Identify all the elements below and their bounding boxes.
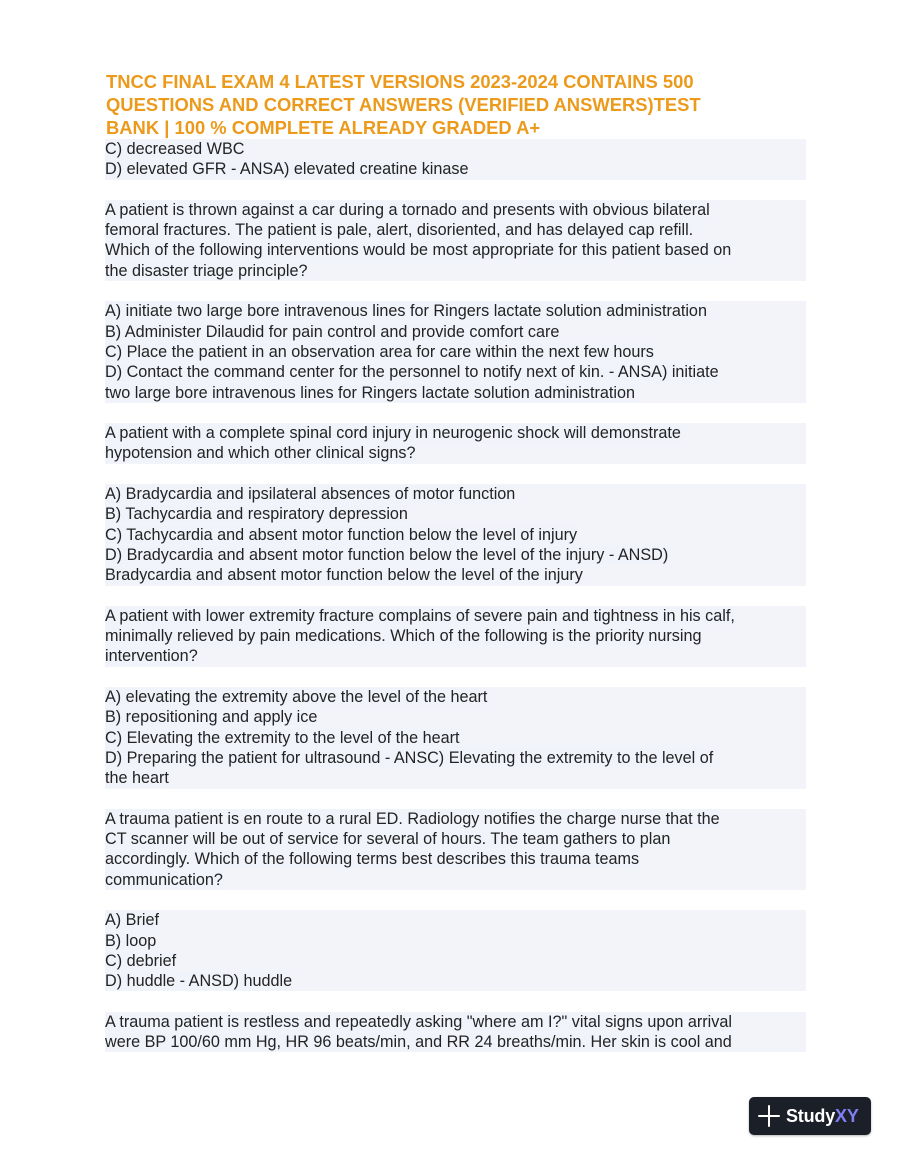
text-line: two large bore intravenous lines for Ringers lactate solution administration [105, 383, 806, 403]
text-line: A) Bradycardia and ipsilateral absences of motor function [105, 484, 806, 504]
text-line: A trauma patient is restless and repeatedly asking "where am I?" vital signs upon arrival [105, 1012, 806, 1032]
text-line: C) Elevating the extremity to the level of the heart [105, 728, 806, 748]
paragraph-gap [106, 667, 806, 687]
text-line: B) loop [105, 931, 806, 951]
text-line: the disaster triage principle? [105, 261, 806, 281]
text-line: C) debrief [105, 951, 806, 971]
paragraph-gap [106, 464, 806, 484]
text-line: communication? [105, 870, 806, 890]
text-line: D) Bradycardia and absent motor function below the level of the injury - ANSD) [105, 545, 806, 565]
paragraph-gap [106, 403, 806, 423]
text-line: B) repositioning and apply ice [105, 707, 806, 727]
text-line: Which of the following interventions would be most appropriate for this patient based on [105, 240, 806, 260]
text-line: femoral fractures. The patient is pale, alert, disoriented, and has delayed cap refill. [105, 220, 806, 240]
text-line: C) Tachycardia and absent motor function below the level of injury [105, 525, 806, 545]
logo-text: StudyXY [786, 1105, 859, 1126]
paragraph-gap [106, 890, 806, 910]
text-line: C) Place the patient in an observation area for care within the next few hours [105, 342, 806, 362]
text-line: A patient is thrown against a car during a tornado and presents with obvious bilateral [105, 200, 806, 220]
text-line: CT scanner will be out of service for several of hours. The team gathers to plan [105, 829, 806, 849]
text-line: A) Brief [105, 910, 806, 930]
paragraph-gap [106, 281, 806, 301]
paragraph-gap [106, 789, 806, 809]
text-line: B) Tachycardia and respiratory depression [105, 504, 806, 524]
text-line: hypotension and which other clinical signs? [105, 443, 806, 463]
text-line: D) huddle - ANSD) huddle [105, 971, 806, 991]
text-line: the heart [105, 768, 806, 788]
plus-star-icon [758, 1105, 780, 1127]
title-line: TNCC FINAL EXAM 4 LATEST VERSIONS 2023-2024 CONTAINS 500 [106, 71, 694, 92]
title-line: QUESTIONS AND CORRECT ANSWERS (VERIFIED ANSWERS)TEST [106, 94, 701, 115]
text-line: minimally relieved by pain medications. Which of the following is the priority nursing [105, 626, 806, 646]
text-line: D) Preparing the patient for ultrasound - ANSC) Elevating the extremity to the level of [105, 748, 806, 768]
text-line: A) initiate two large bore intravenous lines for Ringers lactate solution administration [105, 301, 806, 321]
document-page [106, 70, 806, 1052]
text-line: A) elevating the extremity above the level of the heart [105, 687, 806, 707]
text-line: C) decreased WBC [105, 139, 806, 159]
text-line: Bradycardia and absent motor function below the level of the injury [105, 565, 806, 585]
text-line: A patient with a complete spinal cord injury in neurogenic shock will demonstrate [105, 423, 806, 443]
paragraph-gap [106, 586, 806, 606]
title-line: BANK | 100 % COMPLETE ALREADY GRADED A+ [106, 117, 541, 138]
text-line: intervention? [105, 646, 806, 666]
paragraph-gap [106, 180, 806, 200]
text-line: were BP 100/60 mm Hg, HR 96 beats/min, and RR 24 breaths/min. Her skin is cool and [105, 1032, 806, 1052]
text-line: D) elevated GFR - ANSA) elevated creatine kinase [105, 159, 806, 179]
text-line: A trauma patient is en route to a rural ED. Radiology notifies the charge nurse that the [105, 809, 806, 829]
text-line: accordingly. Which of the following terms best describes this trauma teams [105, 849, 806, 869]
document-body [106, 139, 806, 1052]
paragraph-gap [106, 991, 806, 1011]
text-line: D) Contact the command center for the personnel to notify next of kin. - ANSA) initiate [105, 362, 806, 382]
text-line: A patient with lower extremity fracture complains of severe pain and tightness in his calf, [105, 606, 806, 626]
text-line: B) Administer Dilaudid for pain control and provide comfort care [105, 322, 806, 342]
document-title [106, 70, 806, 139]
studyxy-logo[interactable] [749, 1097, 871, 1135]
